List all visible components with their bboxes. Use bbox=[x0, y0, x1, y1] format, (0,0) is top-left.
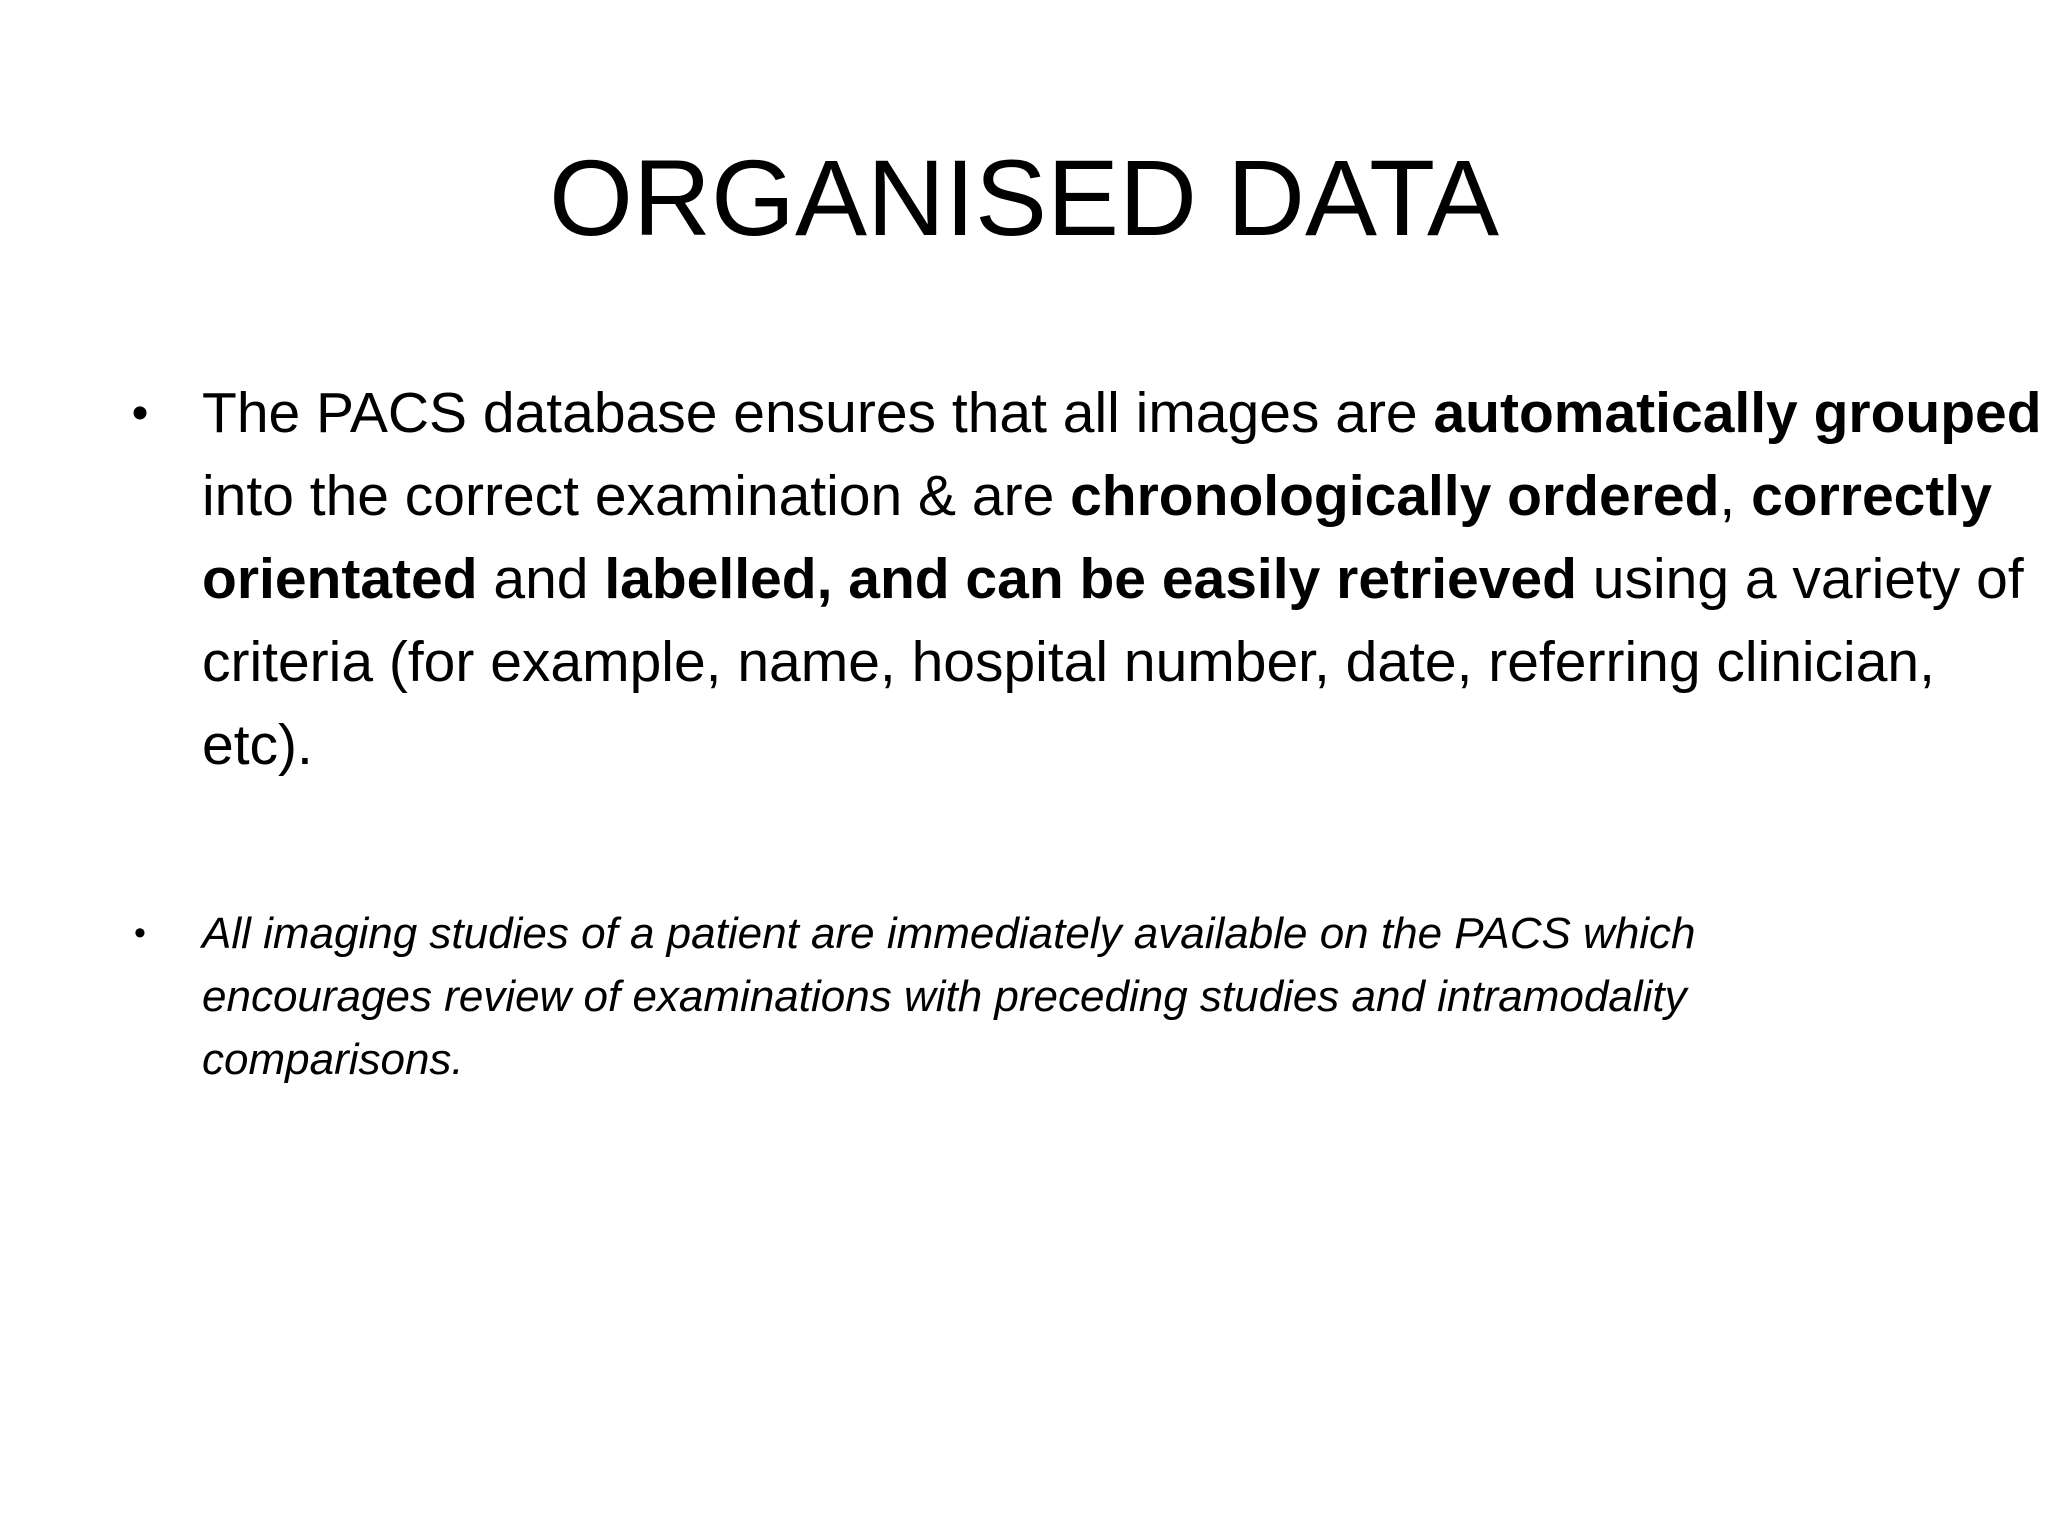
bullet-text-segment: and bbox=[477, 547, 605, 611]
bullet-marker: • bbox=[131, 387, 149, 440]
bullet-text-bold-segment: chronologically ordered bbox=[1070, 464, 1720, 528]
bullet-text bbox=[202, 372, 2048, 787]
bullet-text-bold-segment: automatically grouped bbox=[1433, 381, 2042, 445]
bullet-text-segment: using a variety of criteria (for example, name, hospital number, date, referring clinician, etc). bbox=[202, 547, 2024, 777]
bullet-text-bold-segment: correctly orientated bbox=[202, 464, 1992, 611]
bullet-text-segment: into the correct examination & are bbox=[202, 464, 1071, 528]
bullet-text-bold-segment: labelled, and can be easily retrieved bbox=[604, 547, 1577, 611]
bullet-text-segment: The PACS database ensures that all images are bbox=[202, 381, 1434, 445]
slide-title: ORGANISED DATA bbox=[548, 137, 1500, 258]
bullet-text-italic: All imaging studies of a patient are immediately available on the PACS which encourages review of examinations with preceding studies and intramodality comparisons. bbox=[202, 909, 1696, 1084]
bullet-text-segment: , bbox=[1719, 464, 1752, 528]
bullet-marker: • bbox=[134, 914, 146, 952]
